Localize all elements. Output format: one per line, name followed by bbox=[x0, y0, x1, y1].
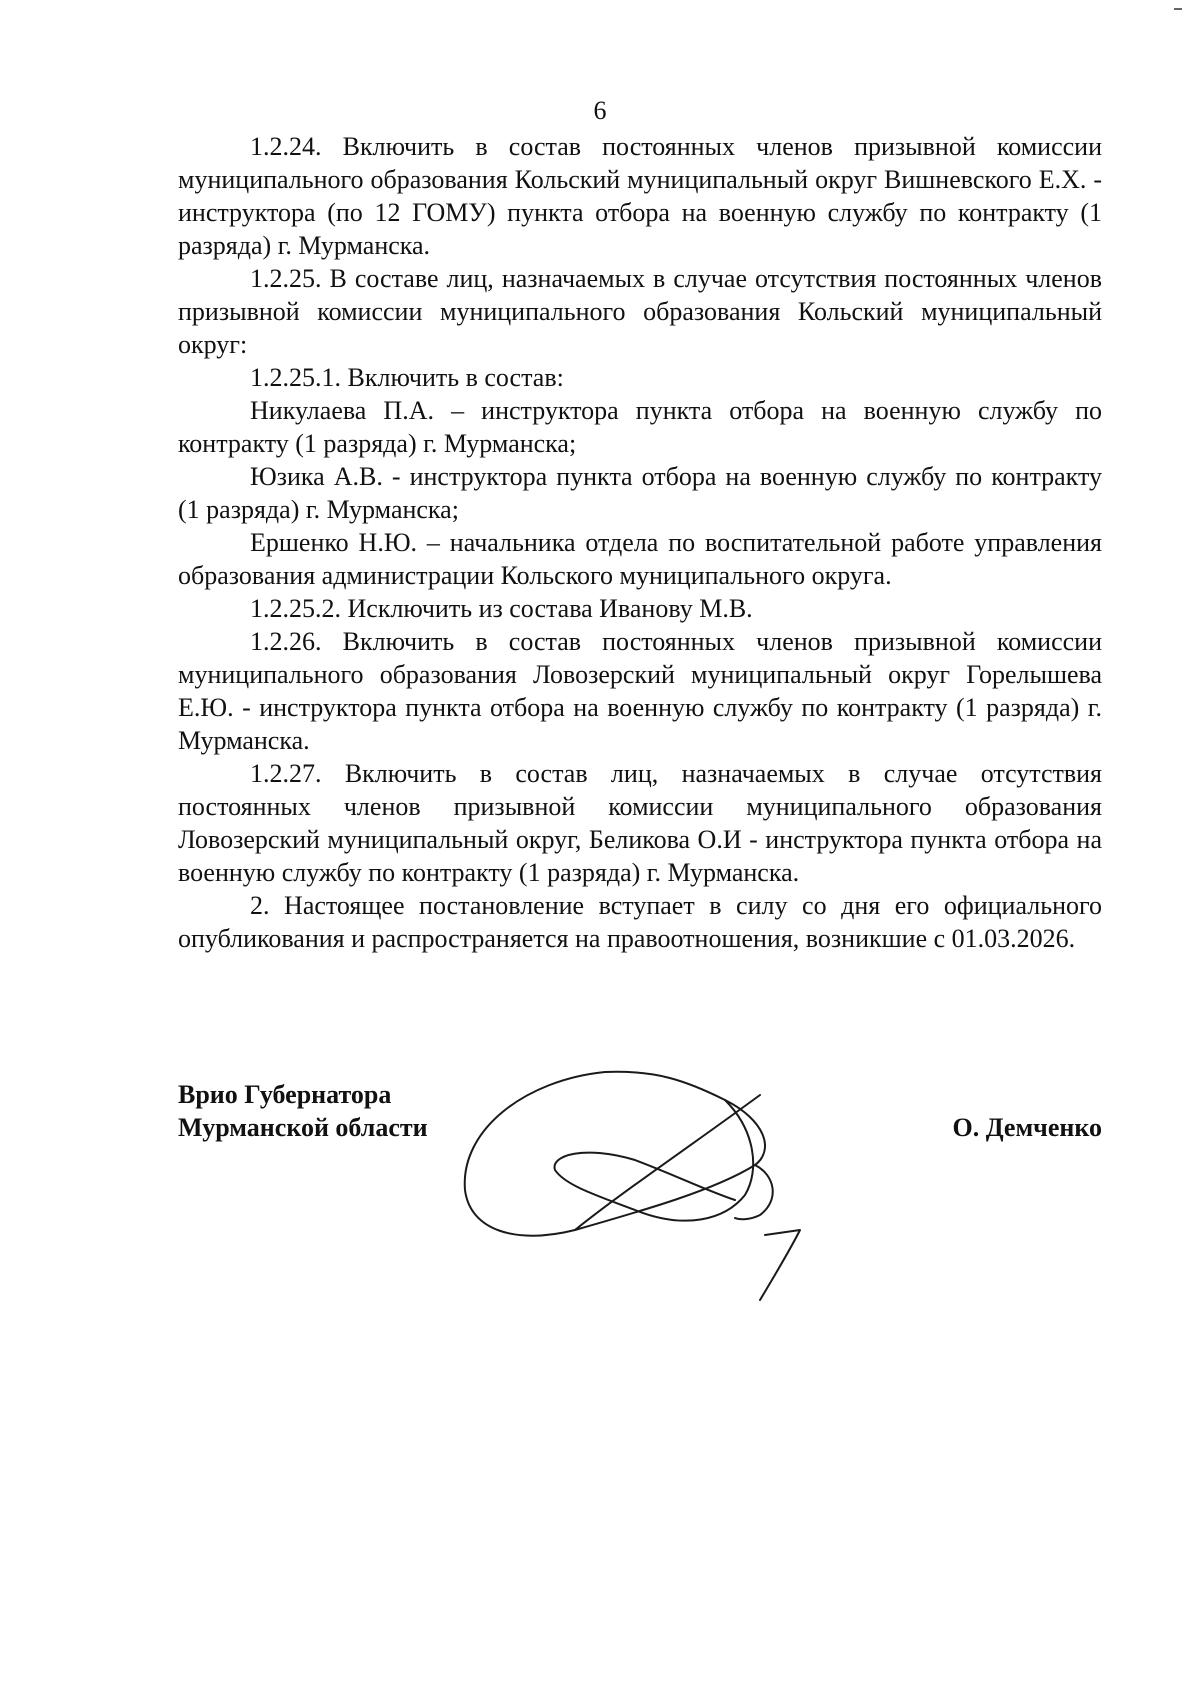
paragraph-2: 2. Настоящее постановление вступает в силу со дня его официального опубликования и распространяется на правоотношения, возникшие с 01.03.2026. bbox=[178, 891, 1102, 953]
paragraph-1-2-25-1: 1.2.25.1. Включить в состав: bbox=[250, 363, 564, 392]
signatory-title-line-1: Врио Губернатора bbox=[178, 1080, 392, 1109]
document-body bbox=[178, 130, 1102, 955]
paragraph-1-2-25: 1.2.25. В составе лиц, назначаемых в случае отсутствия постоянных членов призывной комиссии муниципального образования Кольский муниципальный округ: bbox=[178, 264, 1102, 359]
signature-stroke-inner bbox=[555, 1100, 754, 1221]
signatory-title-line-2: Мурманской области bbox=[178, 1113, 428, 1142]
signature-stroke-seven bbox=[760, 1230, 800, 1300]
handwritten-signature bbox=[455, 1060, 875, 1310]
signatory-name: О. Демченко bbox=[952, 1113, 1102, 1142]
paragraph-1-2-26: 1.2.26. Включить в состав постоянных членов призывной комиссии муниципального образования Ловозерский муниципальный округ Горелышева Е.Ю. - инструктора пункта отбора на военную службу по контракту (1 разряда) г. Мурманска. bbox=[178, 627, 1102, 755]
paragraph-1-2-25-2: 1.2.25.2. Исключить из состава Иванову М.В. bbox=[250, 594, 753, 623]
list-item-nikulaev: Никулаева П.А. – инструктора пункта отбора на военную службу по контракту (1 разряда) г. Мурманска; bbox=[178, 396, 1102, 458]
signatory-title bbox=[178, 1078, 428, 1144]
paragraph-1-2-27: 1.2.27. Включить в состав лиц, назначаемых в случае отсутствия постоянных членов призывной комиссии муниципального образования Ловозерский муниципальный округ, Беликова О.И - инструктора пункта отбора на военную службу по контракту (1 разряда) г. Мурманска. bbox=[178, 759, 1102, 887]
signature-stroke-cross bbox=[575, 1095, 760, 1230]
signature-stroke-loop bbox=[465, 1072, 765, 1236]
page-number: 6 bbox=[593, 96, 607, 125]
list-item-yuzik: Юзика А.В. - инструктора пункта отбора на военную службу по контракту (1 разряда) г. Мурманска; bbox=[178, 462, 1102, 524]
paragraph-1-2-24: 1.2.24. Включить в состав постоянных членов призывной комиссии муниципального образования Кольский муниципальный округ Вишневского Е.Х. - инструктора (по 12 ГОМУ) пункта отбора на военную службу по контракту (1 разряда) г. Мурманска. bbox=[178, 132, 1102, 260]
scan-corner-mark bbox=[1174, 8, 1182, 10]
list-item-ershenko: Ершенко Н.Ю. – начальника отдела по воспитательной работе управления образования администрации Кольского муниципального округа. bbox=[178, 528, 1102, 590]
